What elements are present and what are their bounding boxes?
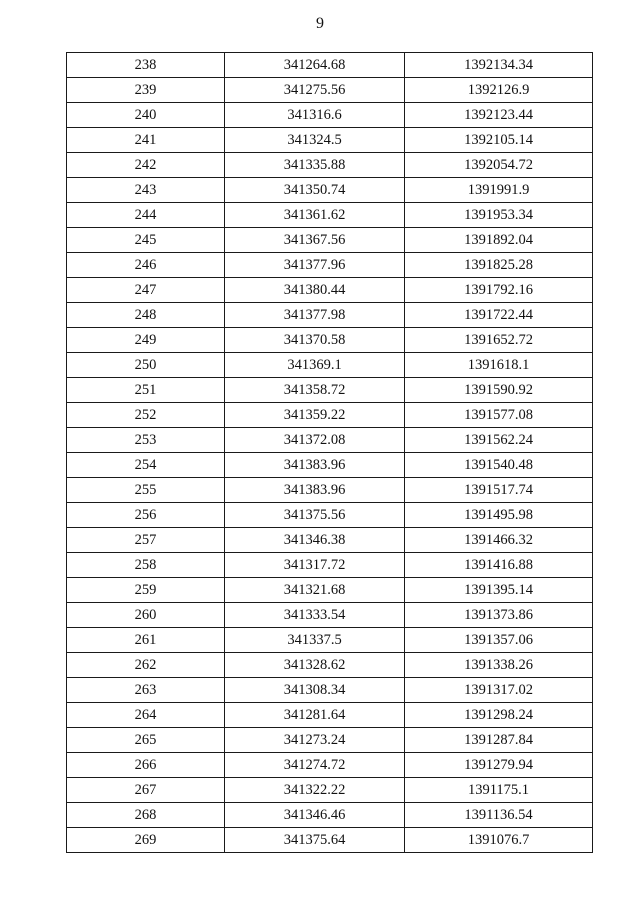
y-coordinate-cell: 1392134.34 [405,53,593,78]
point-number-cell: 258 [67,553,225,578]
y-coordinate-cell: 1391357.06 [405,628,593,653]
x-coordinate-cell: 341316.6 [225,103,405,128]
x-coordinate-cell: 341369.1 [225,353,405,378]
point-number-cell: 240 [67,103,225,128]
x-coordinate-cell: 341321.68 [225,578,405,603]
x-coordinate-cell: 341308.34 [225,678,405,703]
x-coordinate-cell: 341358.72 [225,378,405,403]
point-number-cell: 246 [67,253,225,278]
point-number-cell: 242 [67,153,225,178]
point-number-cell: 243 [67,178,225,203]
y-coordinate-cell: 1391287.84 [405,728,593,753]
table-row [67,428,593,453]
y-coordinate-cell: 1391825.28 [405,253,593,278]
point-number-cell: 257 [67,528,225,553]
table-row [67,378,593,403]
x-coordinate-cell: 341372.08 [225,428,405,453]
y-coordinate-cell: 1392054.72 [405,153,593,178]
y-coordinate-cell: 1391395.14 [405,578,593,603]
table-row [67,253,593,278]
y-coordinate-cell: 1391416.88 [405,553,593,578]
x-coordinate-cell: 341281.64 [225,703,405,728]
y-coordinate-cell: 1391792.16 [405,278,593,303]
table-row [67,678,593,703]
point-number-cell: 255 [67,478,225,503]
table-row [67,128,593,153]
x-coordinate-cell: 341264.68 [225,53,405,78]
x-coordinate-cell: 341359.22 [225,403,405,428]
y-coordinate-cell: 1391590.92 [405,378,593,403]
table-row [67,578,593,603]
table-row [67,703,593,728]
y-coordinate-cell: 1391495.98 [405,503,593,528]
table-row [67,228,593,253]
y-coordinate-cell: 1391373.86 [405,603,593,628]
point-number-cell: 247 [67,278,225,303]
point-number-cell: 250 [67,353,225,378]
table-row [67,453,593,478]
point-number-cell: 245 [67,228,225,253]
x-coordinate-cell: 341377.98 [225,303,405,328]
point-number-cell: 241 [67,128,225,153]
x-coordinate-cell: 341335.88 [225,153,405,178]
table-row [67,203,593,228]
point-number-cell: 259 [67,578,225,603]
table-row [67,478,593,503]
table-row [67,503,593,528]
y-coordinate-cell: 1391466.32 [405,528,593,553]
x-coordinate-cell: 341333.54 [225,603,405,628]
table-row [67,628,593,653]
y-coordinate-cell: 1391279.94 [405,753,593,778]
table-row [67,828,593,853]
y-coordinate-cell: 1391722.44 [405,303,593,328]
table-row [67,603,593,628]
y-coordinate-cell: 1391540.48 [405,453,593,478]
point-number-cell: 251 [67,378,225,403]
y-coordinate-cell: 1391317.02 [405,678,593,703]
point-number-cell: 252 [67,403,225,428]
y-coordinate-cell: 1391562.24 [405,428,593,453]
table-row [67,278,593,303]
x-coordinate-cell: 341324.5 [225,128,405,153]
y-coordinate-cell: 1391618.1 [405,353,593,378]
y-coordinate-cell: 1391892.04 [405,228,593,253]
y-coordinate-cell: 1392105.14 [405,128,593,153]
y-coordinate-cell: 1392126.9 [405,78,593,103]
y-coordinate-cell: 1391517.74 [405,478,593,503]
x-coordinate-cell: 341375.56 [225,503,405,528]
y-coordinate-cell: 1391298.24 [405,703,593,728]
point-number-cell: 239 [67,78,225,103]
x-coordinate-cell: 341337.5 [225,628,405,653]
y-coordinate-cell: 1391338.26 [405,653,593,678]
point-number-cell: 254 [67,453,225,478]
table-row [67,178,593,203]
table-row [67,403,593,428]
y-coordinate-cell: 1391953.34 [405,203,593,228]
x-coordinate-cell: 341346.46 [225,803,405,828]
table-row [67,778,593,803]
x-coordinate-cell: 341367.56 [225,228,405,253]
table-row [67,53,593,78]
page-number: 9 [316,15,324,32]
x-coordinate-cell: 341322.22 [225,778,405,803]
table-row [67,803,593,828]
y-coordinate-cell: 1391577.08 [405,403,593,428]
x-coordinate-cell: 341275.56 [225,78,405,103]
x-coordinate-cell: 341380.44 [225,278,405,303]
x-coordinate-cell: 341350.74 [225,178,405,203]
table-row [67,328,593,353]
point-number-cell: 269 [67,828,225,853]
table-row [67,653,593,678]
x-coordinate-cell: 341361.62 [225,203,405,228]
point-number-cell: 261 [67,628,225,653]
point-number-cell: 262 [67,653,225,678]
y-coordinate-cell: 1391652.72 [405,328,593,353]
y-coordinate-cell: 1391175.1 [405,778,593,803]
table-row [67,728,593,753]
point-number-cell: 260 [67,603,225,628]
x-coordinate-cell: 341383.96 [225,478,405,503]
table-row [67,528,593,553]
coordinates-table [66,52,593,853]
point-number-cell: 238 [67,53,225,78]
point-number-cell: 256 [67,503,225,528]
point-number-cell: 267 [67,778,225,803]
table-row [67,153,593,178]
point-number-cell: 268 [67,803,225,828]
x-coordinate-cell: 341383.96 [225,453,405,478]
table-row [67,753,593,778]
y-coordinate-cell: 1391076.7 [405,828,593,853]
coordinates-table-body [67,53,593,853]
table-row [67,353,593,378]
x-coordinate-cell: 341273.24 [225,728,405,753]
x-coordinate-cell: 341346.38 [225,528,405,553]
x-coordinate-cell: 341317.72 [225,553,405,578]
x-coordinate-cell: 341274.72 [225,753,405,778]
point-number-cell: 249 [67,328,225,353]
point-number-cell: 253 [67,428,225,453]
x-coordinate-cell: 341377.96 [225,253,405,278]
y-coordinate-cell: 1391136.54 [405,803,593,828]
point-number-cell: 244 [67,203,225,228]
point-number-cell: 266 [67,753,225,778]
point-number-cell: 264 [67,703,225,728]
point-number-cell: 263 [67,678,225,703]
table-row [67,553,593,578]
x-coordinate-cell: 341375.64 [225,828,405,853]
point-number-cell: 248 [67,303,225,328]
x-coordinate-cell: 341328.62 [225,653,405,678]
table-row [67,78,593,103]
point-number-cell: 265 [67,728,225,753]
y-coordinate-cell: 1391991.9 [405,178,593,203]
table-row [67,303,593,328]
y-coordinate-cell: 1392123.44 [405,103,593,128]
table-row [67,103,593,128]
x-coordinate-cell: 341370.58 [225,328,405,353]
